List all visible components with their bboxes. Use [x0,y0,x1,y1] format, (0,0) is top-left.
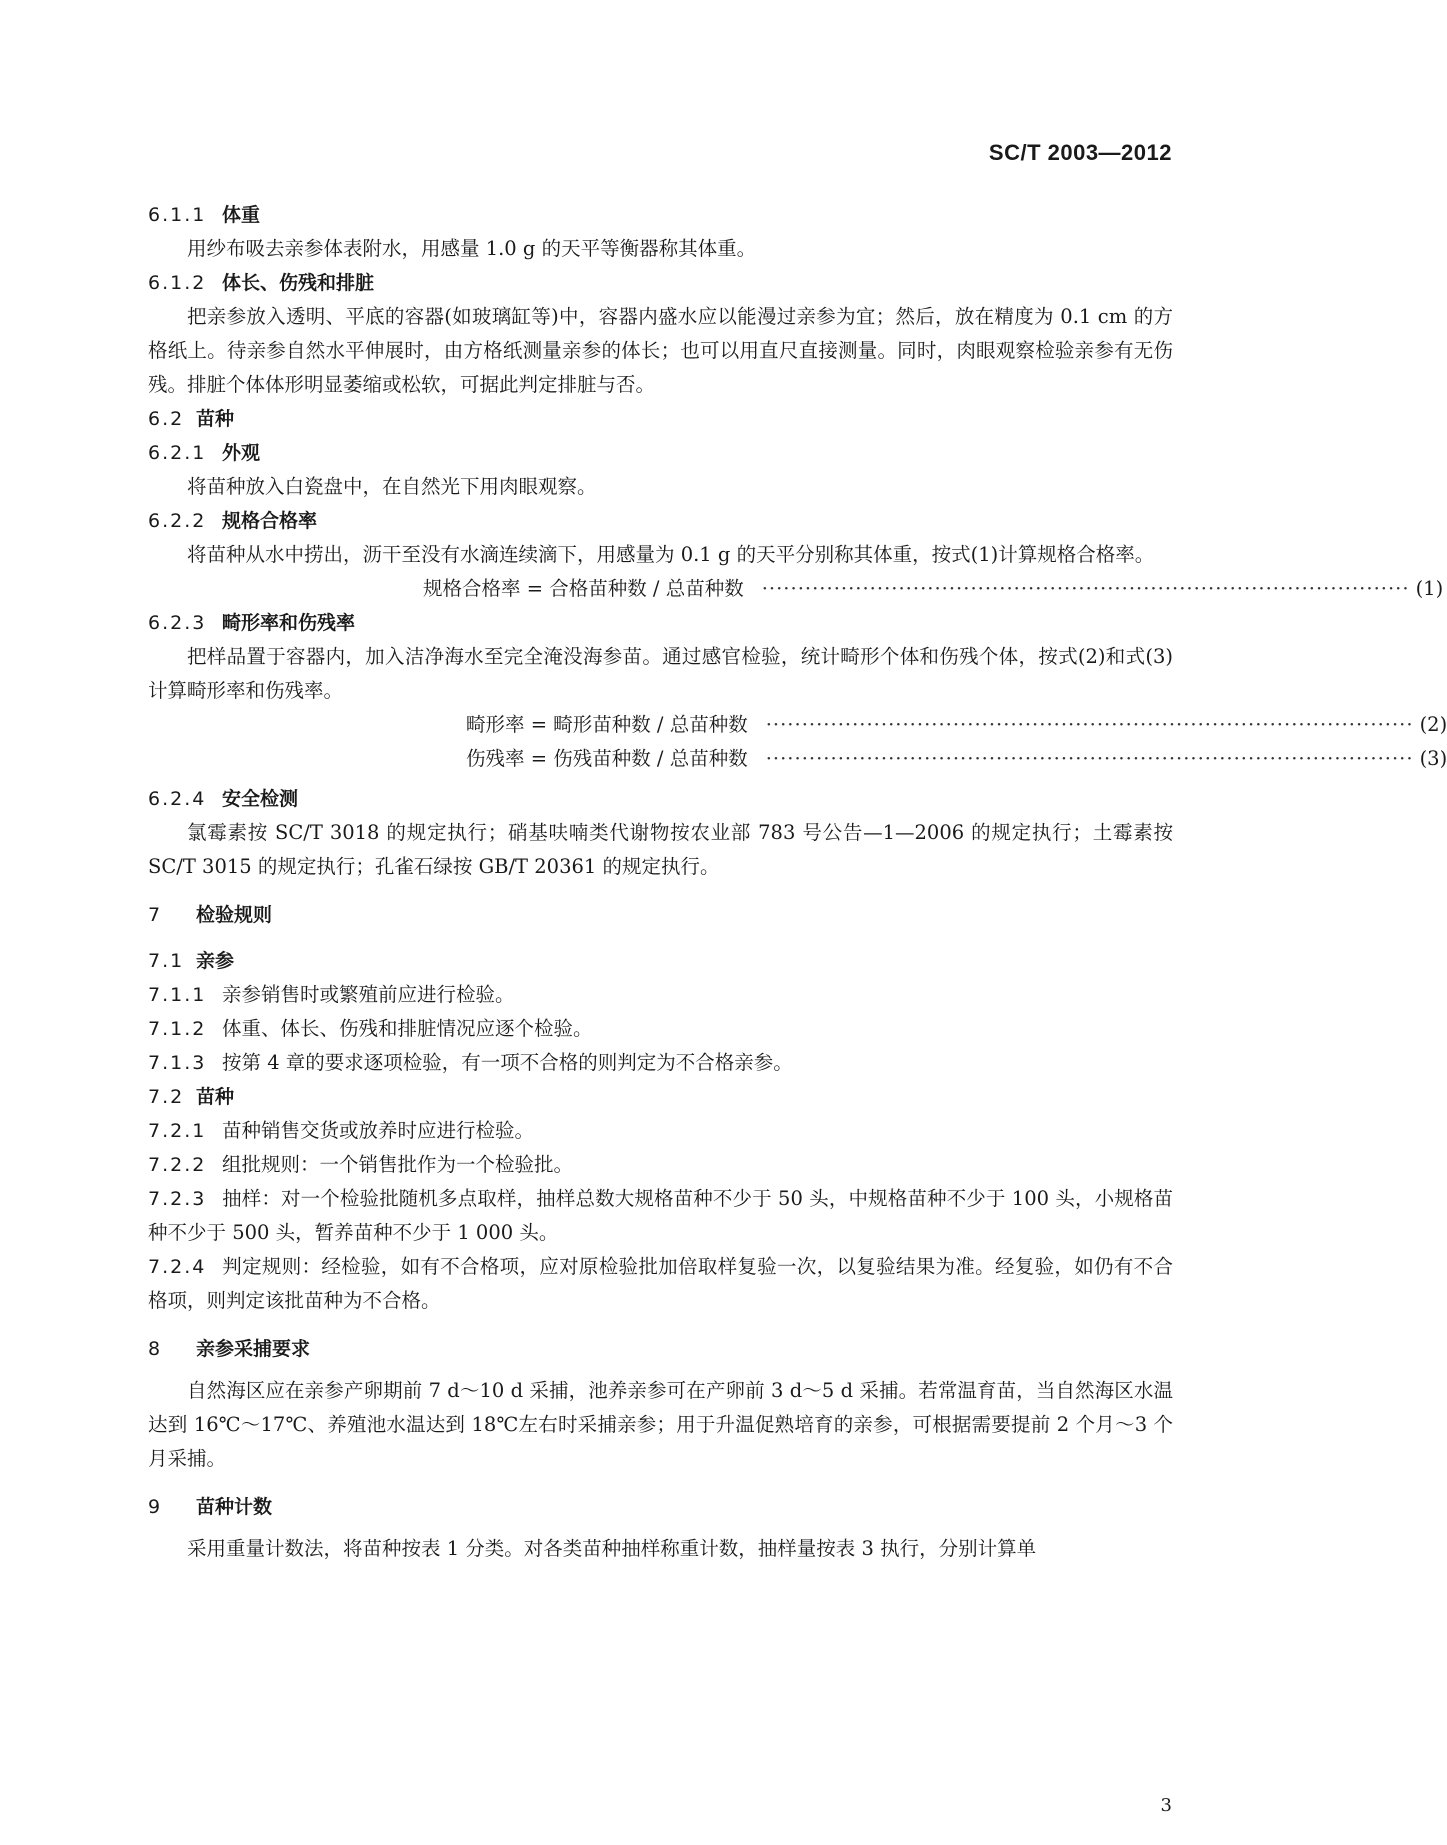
formula-2 [148,708,1447,742]
clause-7-2-2: 7.2.2 组批规则：一个销售批作为一个检验批。 [148,1153,574,1176]
clause-7-1-3: 7.1.3 按第 4 章的要求逐项检验，有一项不合格的则判定为不合格亲参。 [148,1051,793,1074]
clause-7-1-1: 7.1.1 亲参销售时或繁殖前应进行检验。 [148,983,515,1006]
heading-7-2: 7.2 苗种 [148,1086,235,1108]
formula-1-expression: 规格合格率 = 合格苗种数 / 总苗种数 [423,577,744,600]
formula-1 [148,572,1444,606]
paragraph-6-2-4: 氯霉素按 SC/T 3018 的规定执行；硝基呋喃类代谢物按农业部 783 号公告—1—2006 的规定执行；土霉素按 SC/T 3015 的规定执行；孔雀石绿按 GB/T 20361 的规定执行。 [148,821,1173,878]
document-body [148,198,1447,1566]
page-number: 3 [1160,1795,1172,1816]
formula-1-leader: ·························································································· [761,577,1410,600]
formula-2-expression: 畸形率 = 畸形苗种数 / 总苗种数 [466,713,748,736]
heading-7: 7 检验规则 [148,904,273,926]
heading-6-1-1: 6.1.1 体重 [148,204,261,226]
clause-7-2-1: 7.2.1 苗种销售交货或放养时应进行检验。 [148,1119,535,1142]
heading-9: 9 苗种计数 [148,1496,273,1518]
formula-3 [148,742,1447,776]
heading-6-2-2: 6.2.2 规格合格率 [148,510,318,532]
heading-6-2: 6.2 苗种 [148,408,235,430]
formula-3-leader: ·························································································· [765,747,1414,770]
paragraph-6-1-2: 把亲参放入透明、平底的容器(如玻璃缸等)中，容器内盛水应以能漫过亲参为宜；然后，放在精度为 0.1 cm 的方格纸上。待亲参自然水平伸展时，由方格纸测量亲参的体长；也可以用直尺直接测量。同时，肉眼观察检验亲参有无伤残。排脏个体体形明显萎缩或松软，可据此判定排脏与否。 [148,305,1173,396]
paragraph-6-2-3: 把样品置于容器内，加入洁净海水至完全淹没海参苗。通过感官检验，统计畸形个体和伤残个体，按式(2)和式(3)计算畸形率和伤残率。 [148,645,1173,702]
paragraph-9: 采用重量计数法，将苗种按表 1 分类。对各类苗种抽样称重计数，抽样量按表 3 执行，分别计算单 [187,1537,1037,1560]
paragraph-8: 自然海区应在亲参产卵期前 7 d～10 d 采捕，池养亲参可在产卵前 3 d～5 d 采捕。若常温育苗，当自然海区水温达到 16℃～17℃、养殖池水温达到 18℃左右时采捕亲参；用于升温促熟培育的亲参，可根据需要提前 2 个月～3 个月采捕。 [148,1379,1173,1470]
heading-8: 8 亲参采捕要求 [148,1338,311,1360]
formula-3-expression: 伤残率 = 伤残苗种数 / 总苗种数 [466,747,748,770]
heading-7-1: 7.1 亲参 [148,950,235,972]
clause-7-2-4: 7.2.4 判定规则：经检验，如有不合格项，应对原检验批加倍取样复验一次，以复验结果为准。经复验，如仍有不合格项，则判定该批苗种为不合格。 [148,1255,1173,1312]
formula-2-leader: ·························································································· [765,713,1414,736]
formula-3-number: (3) [1419,747,1447,770]
paragraph-6-1-1: 用纱布吸去亲参体表附水，用感量 1.0 g 的天平等衡器称其体重。 [187,237,757,260]
clause-7-1-2: 7.1.2 体重、体长、伤残和排脏情况应逐个检验。 [148,1017,593,1040]
clause-7-2-3: 7.2.3 抽样：对一个检验批随机多点取样，抽样总数大规格苗种不少于 50 头，中规格苗种不少于 100 头，小规格苗种不少于 500 头，暂养苗种不少于 1 000 头。 [148,1187,1173,1244]
standard-code: SC/T 2003—2012 [988,140,1172,165]
heading-6-2-4: 6.2.4 安全检测 [148,788,299,810]
formula-1-number: (1) [1415,577,1444,600]
paragraph-6-2-1: 将苗种放入白瓷盘中，在自然光下用肉眼观察。 [187,475,597,498]
formula-2-number: (2) [1419,713,1447,736]
heading-6-2-1: 6.2.1 外观 [148,442,261,464]
paragraph-6-2-2: 将苗种从水中捞出，沥干至没有水滴连续滴下，用感量为 0.1 g 的天平分别称其体重，按式(1)计算规格合格率。 [187,543,1155,566]
heading-6-2-3: 6.2.3 畸形率和伤残率 [148,612,356,634]
heading-6-1-2: 6.1.2 体长、伤残和排脏 [148,272,375,294]
